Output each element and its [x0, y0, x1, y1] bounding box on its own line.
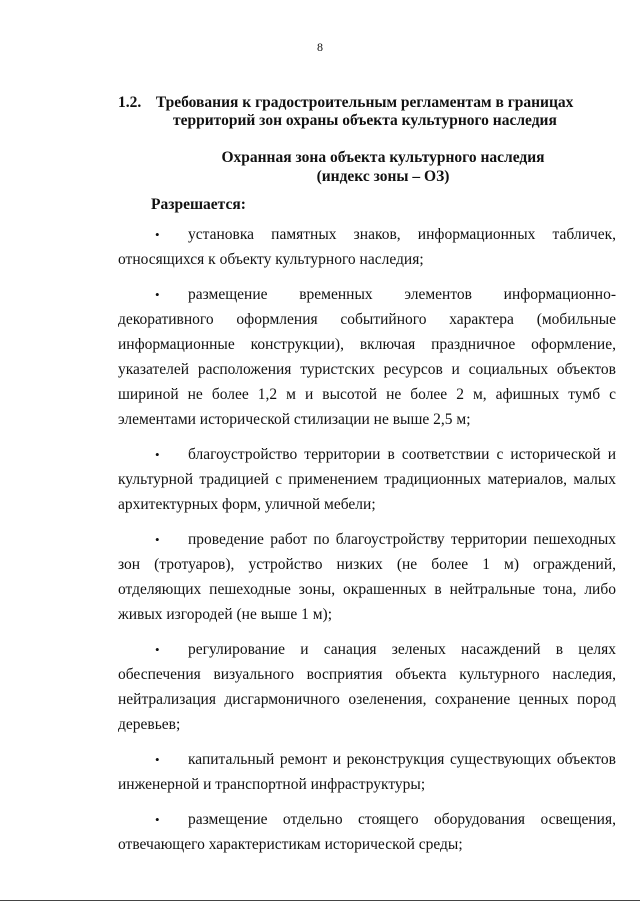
section-heading-line-1 — [118, 94, 618, 112]
page-number: 8 — [317, 40, 323, 54]
list-item — [118, 442, 616, 517]
bullet-icon: • — [155, 812, 160, 827]
bottom-divider — [0, 900, 640, 901]
list-item-text: капитальный ремонт и реконструкция существующих объектов инженерной и транспортной инфраструктуры; — [118, 751, 616, 793]
bullet-icon: • — [155, 287, 160, 302]
list-item-text: проведение работ по благоустройству территории пешеходных зон (тротуаров), устройство низких (не более 1 м) ограждений, отделяющих пешеходные зоны, окрашенных в нейтральные тона, либо живых изгородей (не выше 1 м); — [118, 531, 616, 623]
bullet-icon: • — [155, 532, 160, 547]
allowed-items-list — [118, 222, 616, 867]
list-item-text: размещение временных элементов информационно-декоративного оформления событийного характера (мобильные информационные конструкции), включая праздничное оформление, указателей расположения туристских ресурсов и социальных объектов шириной не более 1,2 м и высотой не более 2 м, афишных тумб с элементами исторической стилизации не выше 2,5 м; — [118, 286, 616, 428]
bullet-icon: • — [155, 227, 160, 242]
bullet-icon: • — [155, 642, 160, 657]
allowed-label: Разрешается: — [151, 196, 246, 213]
zone-title — [118, 148, 618, 186]
zone-title-line-2: (индекс зоны – ОЗ) — [316, 168, 450, 185]
list-item — [118, 807, 616, 857]
list-item — [118, 747, 616, 797]
list-item — [118, 282, 616, 432]
list-item-text: регулирование и санация зеленых насаждений в целях обеспечения визуального восприятия объекта культурного наследия, нейтрализация дисгармоничного озеленения, сохранение ценных пород деревьев; — [118, 641, 616, 733]
section-title-line-2: территорий зон охраны объекта культурного наследия — [173, 112, 557, 129]
list-item — [118, 222, 616, 272]
list-item — [118, 637, 616, 737]
bullet-icon: • — [155, 447, 160, 462]
zone-title-line-1: Охранная зона объекта культурного наследия — [221, 149, 545, 166]
bullet-icon: • — [155, 752, 160, 767]
section-number: 1.2. — [118, 94, 142, 111]
section-heading — [118, 94, 618, 130]
list-item — [118, 527, 616, 627]
list-item-text: размещение отдельно стоящего оборудования освещения, отвечающего характеристикам исторической среды; — [118, 811, 616, 853]
section-title-line-1: Требования к градостроительным регламентам в границах — [155, 94, 574, 111]
list-item-text: благоустройство территории в соответствии с исторической и культурной традицией с применением традиционных материалов, малых архитектурных форм, уличной мебели; — [118, 446, 616, 513]
list-item-text: установка памятных знаков, информационных табличек, относящихся к объекту культурного наследия; — [118, 226, 616, 268]
